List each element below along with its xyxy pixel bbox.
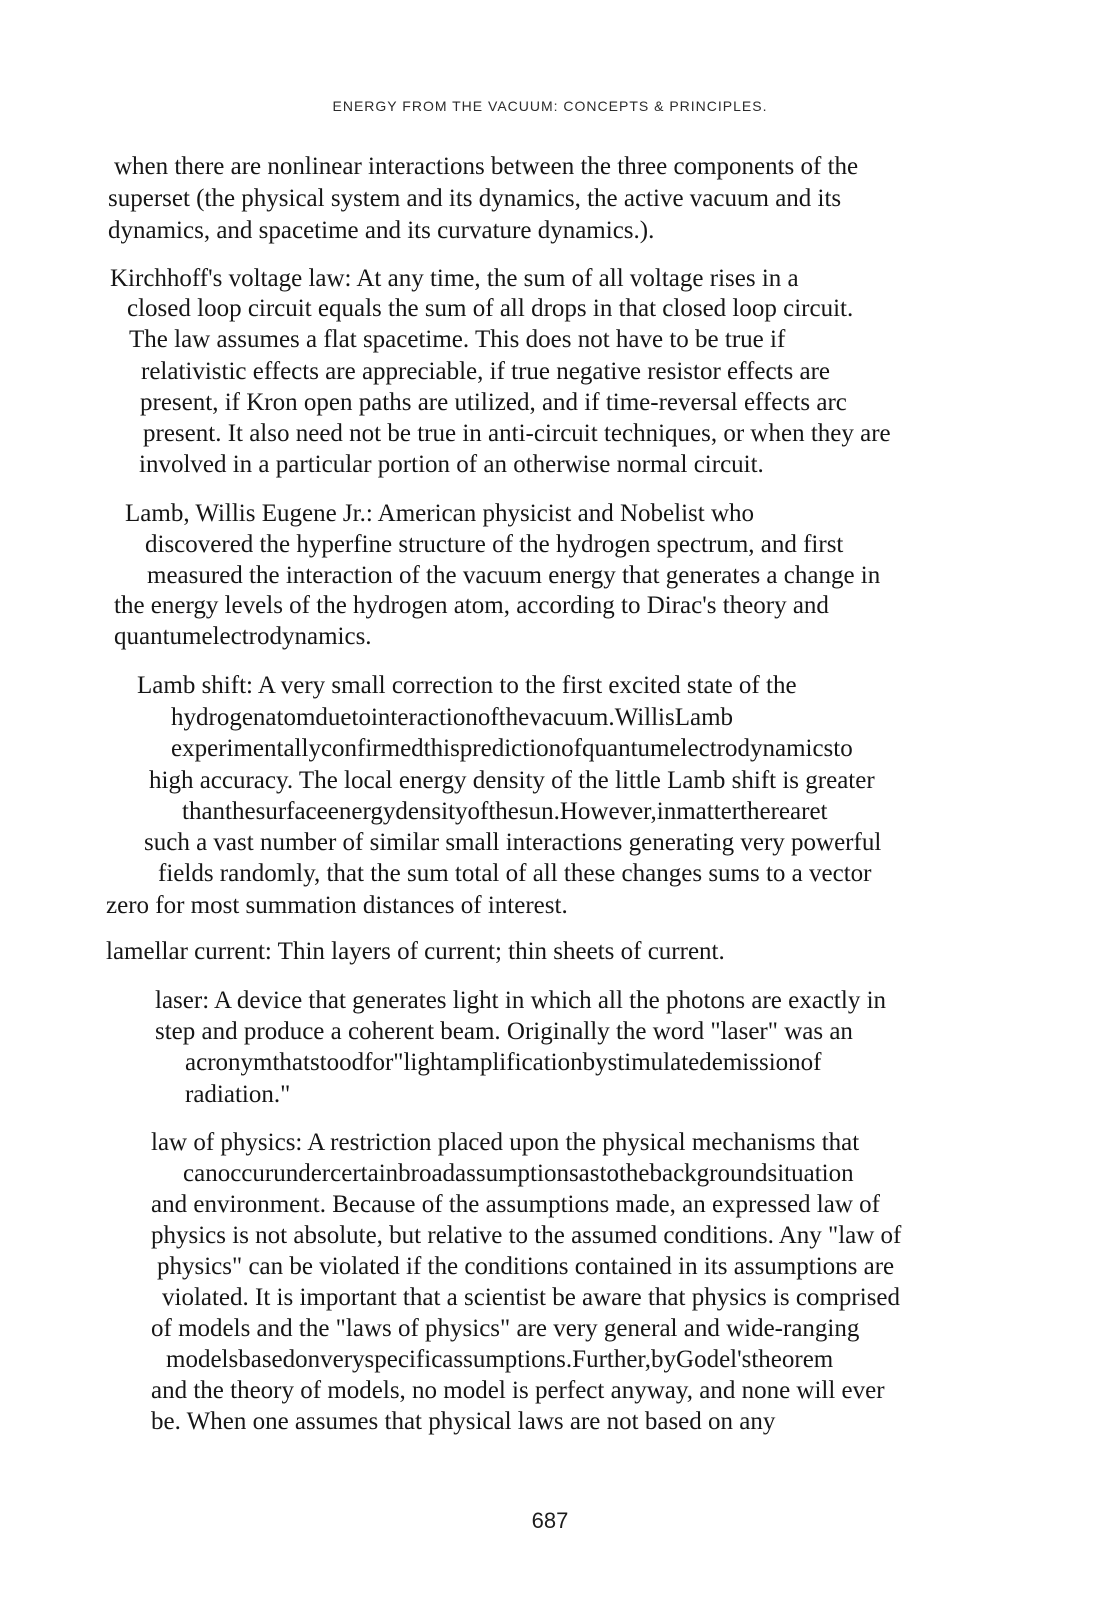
glossary-entry-lamb-shift: Lamb shift: A very small correction to the first excited state of the bbox=[137, 672, 797, 699]
glossary-entry-lamellar-current: lamellar current: Thin layers of current; thin sheets of current. bbox=[106, 938, 725, 965]
text-line: measured the interaction of the vacuum energy that generates a change in bbox=[147, 562, 881, 589]
text-line: fields randomly, that the sum total of all these changes sums to a vector bbox=[158, 860, 872, 887]
text-line: thanthesurfaceenergydensityofthesun.However,inmattertherearet bbox=[182, 798, 828, 825]
text-line: high accuracy. The local energy density of the little Lamb shift is greater bbox=[149, 767, 875, 794]
text-line: the energy levels of the hydrogen atom, according to Dirac's theory and bbox=[114, 592, 829, 619]
glossary-entry-law-of-physics: law of physics: A restriction placed upon the physical mechanisms that bbox=[151, 1129, 860, 1156]
text-line: and environment. Because of the assumptions made, an expressed law of bbox=[151, 1191, 880, 1218]
text-line: violated. It is important that a scientist be aware that physics is comprised bbox=[162, 1284, 901, 1311]
text-line: of models and the "laws of physics" are very general and wide-ranging bbox=[151, 1315, 860, 1342]
text-line: closed loop circuit equals the sum of all drops in that closed loop circuit. bbox=[127, 295, 854, 322]
page-number: 687 bbox=[531, 1508, 569, 1533]
glossary-entry-lamb: Lamb, Willis Eugene Jr.: American physicist and Nobelist who bbox=[125, 500, 754, 527]
text-line: relativistic effects are appreciable, if true negative resistor effects are bbox=[141, 358, 830, 385]
text-line: discovered the hyperfine structure of the hydrogen spectrum, and first bbox=[145, 531, 844, 558]
text-line: zero for most summation distances of interest. bbox=[106, 892, 568, 919]
text-line: superset (the physical system and its dynamics, the active vacuum and its bbox=[108, 185, 842, 212]
text-line: dynamics, and spacetime and its curvature dynamics.). bbox=[108, 217, 655, 244]
text-line: such a vast number of similar small interactions generating very powerful bbox=[144, 829, 882, 856]
text-line: quantumelectrodynamics. bbox=[114, 623, 372, 650]
text-line: present. It also need not be true in anti-circuit techniques, or when they are bbox=[143, 420, 891, 447]
text-line: and the theory of models, no model is perfect anyway, and none will ever bbox=[151, 1377, 885, 1404]
text-line: The law assumes a flat spacetime. This does not have to be true if bbox=[129, 326, 786, 353]
text-line: physics is not absolute, but relative to the assumed conditions. Any "law of bbox=[151, 1222, 902, 1249]
text-line: acronymthatstoodfor"lightamplificationbystimulatedemissionof bbox=[185, 1049, 822, 1076]
running-header: ENERGY FROM THE VACUUM: CONCEPTS & PRINCIPLES. bbox=[332, 98, 768, 114]
text-line: radiation." bbox=[185, 1081, 291, 1108]
text-line: experimentallyconfirmedthispredictionofquantumelectrodynamicsto bbox=[171, 735, 853, 762]
text-line: be. When one assumes that physical laws are not based on any bbox=[151, 1408, 776, 1435]
text-line: canoccurundercertainbroadassumptionsastothebackgroundsituation bbox=[183, 1160, 854, 1187]
text-line: present, if Kron open paths are utilized, and if time-reversal effects arc bbox=[140, 389, 847, 416]
glossary-entry-kirchhoff: Kirchhoff's voltage law: At any time, the sum of all voltage rises in a bbox=[110, 265, 799, 292]
text-line: physics" can be violated if the conditions contained in its assumptions are bbox=[157, 1253, 895, 1280]
text-line: involved in a particular portion of an otherwise normal circuit. bbox=[139, 451, 764, 478]
text-line: modelsbasedonveryspecificassumptions.Further,byGodel'stheorem bbox=[166, 1346, 834, 1373]
text-line: hydrogenatomduetointeractionofthevacuum.WillisLamb bbox=[171, 704, 734, 731]
text-line: when there are nonlinear interactions between the three components of the bbox=[114, 153, 859, 180]
glossary-entry-laser: laser: A device that generates light in which all the photons are exactly in bbox=[155, 987, 887, 1014]
text-line: step and produce a coherent beam. Originally the word "laser" was an bbox=[155, 1018, 853, 1045]
